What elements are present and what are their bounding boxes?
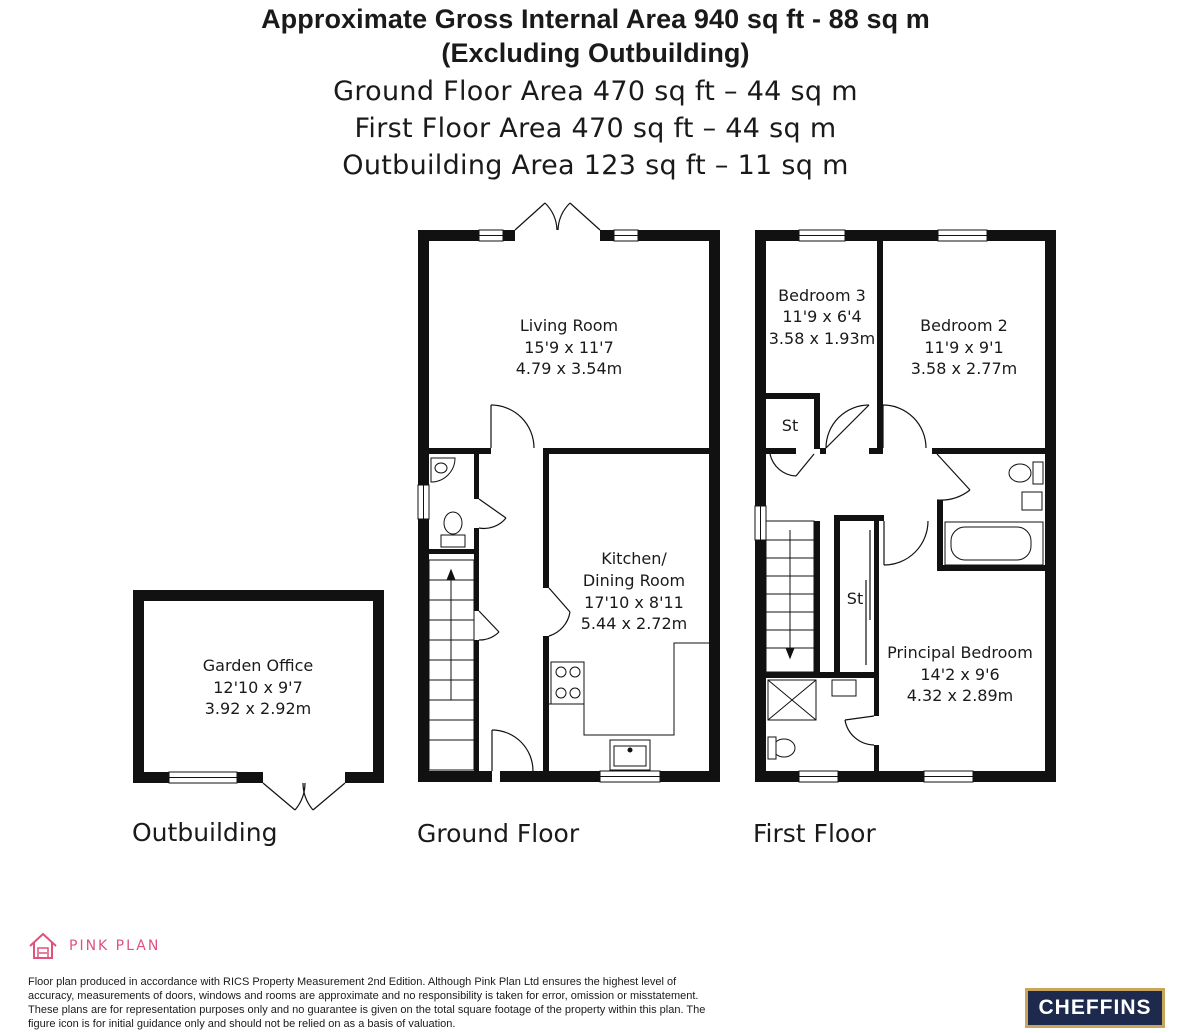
gross-area-subtitle: (Excluding Outbuilding) (441, 38, 750, 68)
kitchen-fixtures (549, 643, 709, 770)
principal-bedroom-label: Principal Bedroom (887, 643, 1033, 662)
ground-floor-label: Ground Floor (417, 819, 580, 848)
garden-office-label: Garden Office (202, 656, 314, 675)
house-logo-icon (27, 930, 59, 962)
garden-office-imperial: 12'10 x 9'7 (213, 678, 303, 697)
pink-plan-wordmark: PINK PLAN (69, 938, 161, 954)
principal-bedroom-metric: 4.32 x 2.89m (906, 686, 1014, 705)
principal-bedroom-imperial: 14'2 x 9'6 (920, 665, 1000, 684)
kitchen-metric: 5.44 x 2.72m (580, 614, 688, 633)
bedroom-2-imperial: 11'9 x 9'1 (924, 338, 1004, 357)
living-room-metric: 4.79 x 3.54m (515, 359, 623, 378)
first-floor-store-label: St (781, 416, 799, 435)
bedroom-2-metric: 3.58 x 2.77m (910, 359, 1018, 378)
outbuilding-window (169, 772, 237, 783)
first-stairs (766, 521, 814, 672)
living-room-label: Living Room (519, 316, 619, 335)
bedroom-3-label: Bedroom 3 (778, 286, 866, 305)
first-floor-area: First Floor Area 470 sq ft – 44 sq m (354, 113, 837, 144)
bedroom-2-label: Bedroom 2 (920, 316, 1008, 335)
garden-office-metric: 3.92 x 2.92m (204, 699, 312, 718)
outbuilding-area: Outbuilding Area 123 sq ft – 11 sq m (342, 150, 849, 181)
living-room-french-doors (515, 203, 600, 230)
kitchen-label-line1: Kitchen/ (601, 549, 667, 568)
ground-stairs (429, 560, 474, 770)
ground-doors (479, 405, 570, 771)
disclaimer-text: Floor plan produced in accordance with RICS Property Measurement 2nd Edition. Although Pink Plan Ltd ensures the highest level of accuracy, measurements of doors, windows and rooms are approximate and no responsibility is taken for error, omission or misstatement. These plans are for representation purposes only and no guarantee is given on the total square footage of the property within this plan. The figure icon is for initial guidance only and should not be relied on as a basis of valuation. (28, 976, 706, 1030)
ground-wc-fixtures (431, 458, 465, 547)
outbuilding-plan (133, 590, 384, 810)
kitchen-label-line2: Dining Room (582, 571, 686, 590)
ground-floor-plan (418, 203, 720, 782)
first-floor-plan (755, 230, 1056, 782)
wardrobe-store-label: St (846, 589, 864, 608)
outbuilding-floor-label: Outbuilding (132, 818, 278, 847)
pink-plan-logo (27, 930, 160, 962)
cheffins-logo: CHEFFINS (1025, 988, 1165, 1028)
gross-area-title: Approximate Gross Internal Area 940 sq ft - 88 sq m (261, 4, 930, 34)
outbuilding-double-door (263, 783, 345, 810)
ground-floor-area: Ground Floor Area 470 sq ft – 44 sq m (333, 76, 858, 107)
bathroom-fixtures (768, 462, 1043, 759)
bedroom-3-metric: 3.58 x 1.93m (768, 329, 876, 348)
kitchen-imperial: 17'10 x 8'11 (584, 593, 684, 612)
bedroom-3-imperial: 11'9 x 6'4 (782, 307, 862, 326)
living-room-imperial: 15'9 x 11'7 (524, 338, 614, 357)
first-floor-label: First Floor (753, 819, 876, 848)
